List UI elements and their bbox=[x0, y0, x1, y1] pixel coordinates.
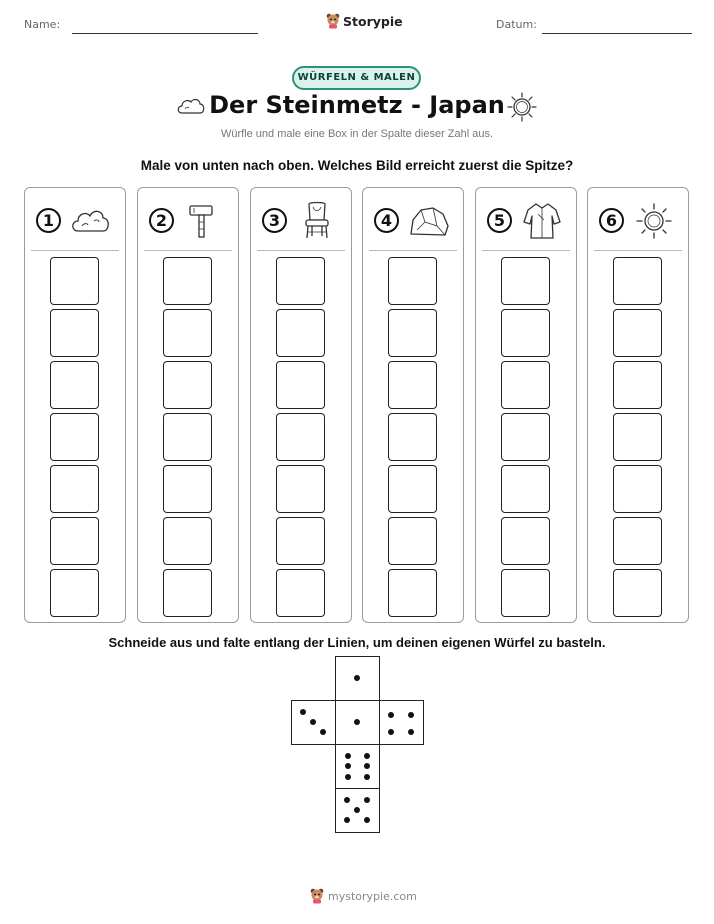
cut-instruction: Schneide aus und falte entlang der Linien, um deinen eigenen Würfel zu basteln. bbox=[108, 635, 606, 650]
column-number: 4 bbox=[374, 208, 399, 233]
pip bbox=[388, 729, 394, 735]
color-box[interactable] bbox=[50, 465, 99, 513]
color-box[interactable] bbox=[276, 413, 325, 461]
logo-text: Storypie bbox=[343, 13, 403, 29]
coloring-instruction: Male von unten nach oben. Welches Bild erreicht zuerst die Spitze? bbox=[140, 158, 574, 173]
column-number: 3 bbox=[262, 208, 287, 233]
color-box[interactable] bbox=[501, 413, 550, 461]
color-box[interactable] bbox=[613, 569, 662, 617]
dice-face-5 bbox=[335, 788, 380, 833]
color-box[interactable] bbox=[613, 309, 662, 357]
color-box[interactable] bbox=[50, 569, 99, 617]
color-box[interactable] bbox=[163, 517, 212, 565]
pip bbox=[354, 807, 360, 813]
pip bbox=[388, 712, 394, 718]
color-box[interactable] bbox=[388, 257, 437, 305]
color-box[interactable] bbox=[613, 361, 662, 409]
dice-face-3 bbox=[291, 700, 336, 745]
pip bbox=[364, 774, 370, 780]
mascot-icon bbox=[326, 13, 340, 29]
color-box[interactable] bbox=[501, 309, 550, 357]
color-box[interactable] bbox=[50, 309, 99, 357]
column-2 bbox=[137, 187, 239, 623]
color-box[interactable] bbox=[50, 361, 99, 409]
hammer-icon bbox=[182, 200, 226, 242]
color-box[interactable] bbox=[163, 309, 212, 357]
column-number: 2 bbox=[149, 208, 174, 233]
pip bbox=[354, 675, 360, 681]
cloud-icon bbox=[69, 200, 113, 242]
column-6 bbox=[587, 187, 689, 623]
color-box[interactable] bbox=[501, 569, 550, 617]
column-divider bbox=[482, 250, 570, 251]
color-box[interactable] bbox=[501, 465, 550, 513]
color-box[interactable] bbox=[501, 257, 550, 305]
column-4 bbox=[362, 187, 464, 623]
dice-face-1 bbox=[335, 700, 380, 745]
column-1 bbox=[24, 187, 126, 623]
pip bbox=[354, 719, 360, 725]
pip bbox=[310, 719, 316, 725]
name-label: Name: bbox=[24, 18, 61, 31]
date-label: Datum: bbox=[496, 18, 537, 31]
column-5 bbox=[475, 187, 577, 623]
color-box[interactable] bbox=[388, 517, 437, 565]
color-box[interactable] bbox=[388, 465, 437, 513]
color-box[interactable] bbox=[501, 517, 550, 565]
column-divider bbox=[594, 250, 682, 251]
color-box[interactable] bbox=[388, 569, 437, 617]
sun-icon bbox=[506, 91, 538, 123]
sun-icon bbox=[632, 200, 676, 242]
color-box[interactable] bbox=[276, 517, 325, 565]
color-box[interactable] bbox=[276, 361, 325, 409]
color-box[interactable] bbox=[163, 257, 212, 305]
storypie-logo bbox=[326, 13, 403, 29]
pip bbox=[364, 797, 370, 803]
activity-badge: WÜRFELN & MALEN bbox=[292, 66, 421, 90]
column-header bbox=[476, 188, 576, 250]
color-box[interactable] bbox=[163, 413, 212, 461]
dice-face-4 bbox=[379, 700, 424, 745]
pip bbox=[320, 729, 326, 735]
footer bbox=[310, 888, 417, 904]
rock-icon bbox=[407, 200, 451, 242]
color-box[interactable] bbox=[276, 569, 325, 617]
pip bbox=[344, 817, 350, 823]
column-header bbox=[25, 188, 125, 250]
column-number: 1 bbox=[36, 208, 61, 233]
color-box[interactable] bbox=[276, 309, 325, 357]
color-box[interactable] bbox=[50, 413, 99, 461]
column-divider bbox=[369, 250, 457, 251]
footer-url[interactable]: mystorypie.com bbox=[328, 889, 417, 903]
column-3 bbox=[250, 187, 352, 623]
dice-face-6 bbox=[335, 744, 380, 789]
name-line[interactable] bbox=[72, 33, 258, 34]
chair-icon bbox=[295, 200, 339, 242]
mascot-icon bbox=[310, 888, 324, 904]
color-box[interactable] bbox=[613, 517, 662, 565]
robe-icon bbox=[520, 200, 564, 242]
color-box[interactable] bbox=[613, 465, 662, 513]
column-header bbox=[588, 188, 688, 250]
pip bbox=[345, 774, 351, 780]
date-line[interactable] bbox=[542, 33, 692, 34]
pip bbox=[408, 729, 414, 735]
pip bbox=[408, 712, 414, 718]
color-box[interactable] bbox=[388, 413, 437, 461]
color-box[interactable] bbox=[276, 465, 325, 513]
column-divider bbox=[31, 250, 119, 251]
column-header bbox=[363, 188, 463, 250]
pip bbox=[344, 797, 350, 803]
color-box[interactable] bbox=[163, 569, 212, 617]
dice-face-1 bbox=[335, 656, 380, 701]
pip bbox=[364, 763, 370, 769]
pip bbox=[364, 817, 370, 823]
color-box[interactable] bbox=[163, 361, 212, 409]
color-box[interactable] bbox=[50, 257, 99, 305]
color-box[interactable] bbox=[163, 465, 212, 513]
color-box[interactable] bbox=[613, 257, 662, 305]
column-header bbox=[251, 188, 351, 250]
pip bbox=[300, 709, 306, 715]
color-box[interactable] bbox=[388, 309, 437, 357]
column-divider bbox=[144, 250, 232, 251]
column-header bbox=[138, 188, 238, 250]
pip bbox=[364, 753, 370, 759]
column-number: 6 bbox=[599, 208, 624, 233]
pip bbox=[345, 763, 351, 769]
color-box[interactable] bbox=[613, 413, 662, 461]
color-box[interactable] bbox=[501, 361, 550, 409]
color-box[interactable] bbox=[50, 517, 99, 565]
page-subtitle: Würfle und male eine Box in der Spalte dieser Zahl aus. bbox=[220, 128, 494, 140]
pip bbox=[345, 753, 351, 759]
page-title: Der Steinmetz - Japan bbox=[209, 91, 505, 119]
color-box[interactable] bbox=[388, 361, 437, 409]
column-divider bbox=[257, 250, 345, 251]
color-box[interactable] bbox=[276, 257, 325, 305]
column-number: 5 bbox=[487, 208, 512, 233]
